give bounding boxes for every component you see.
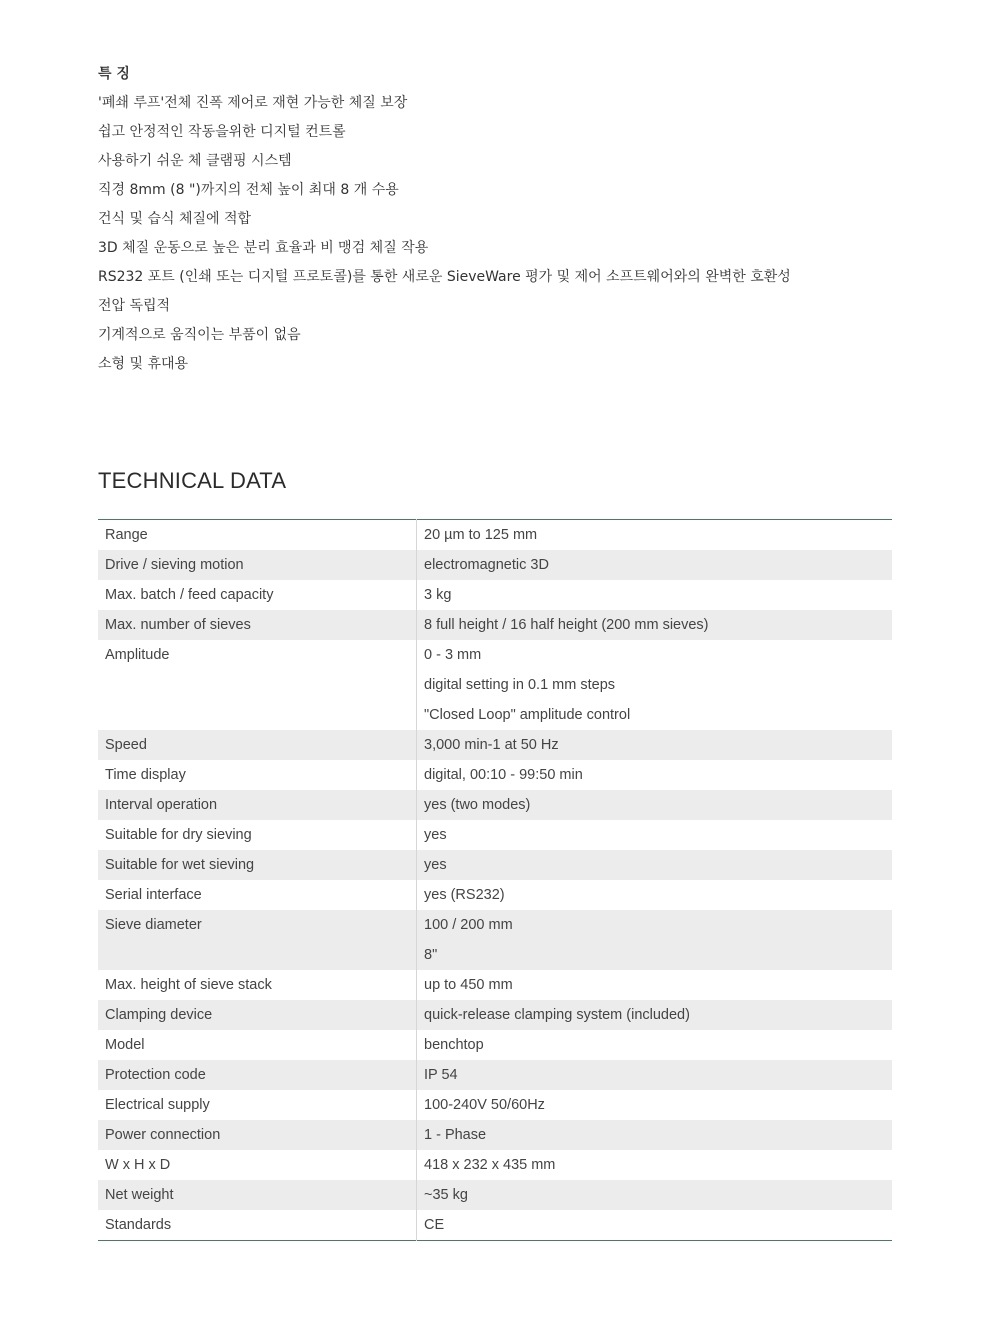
table-row [98, 1090, 892, 1120]
spec-value-line: ~35 kg [424, 1187, 468, 1203]
table-row [98, 640, 892, 730]
table-row [98, 820, 892, 850]
spec-value-line: yes (RS232) [424, 887, 505, 903]
spec-value-line: digital setting in 0.1 mm steps [424, 677, 616, 693]
spec-value [417, 1210, 893, 1241]
feature-item: 전압 독립적 [98, 298, 171, 314]
spec-value [417, 760, 893, 790]
spec-value [417, 820, 893, 850]
technical-data-table [98, 519, 892, 1241]
spec-value-line: electromagnetic 3D [424, 557, 549, 573]
spec-value-line: yes [424, 857, 447, 873]
spec-value [417, 970, 893, 1000]
spec-label: Drive / sieving motion [98, 550, 417, 580]
feature-item: RS232 포트 (인쇄 또는 디지털 프로토콜)를 통한 새로운 SieveWare 평가 및 제어 소프트웨어와의 완벽한 호환성 [98, 269, 791, 285]
spec-value-line: 418 x 232 x 435 mm [424, 1157, 556, 1173]
table-row [98, 1210, 892, 1241]
spec-value [417, 1030, 893, 1060]
spec-value-line: 3 kg [424, 587, 452, 603]
spec-value [417, 1180, 893, 1210]
spec-value-line: digital, 00:10 - 99:50 min [424, 767, 583, 783]
spec-value [417, 730, 893, 760]
table-row [98, 610, 892, 640]
spec-label: Model [98, 1030, 417, 1060]
spec-value-line: 8" [424, 947, 438, 963]
feature-item: 직경 8mm (8 ")까지의 전체 높이 최대 8 개 수용 [98, 182, 399, 198]
spec-value [417, 580, 893, 610]
table-row [98, 760, 892, 790]
spec-label: Suitable for dry sieving [98, 820, 417, 850]
spec-value-line: CE [424, 1217, 445, 1233]
table-row [98, 880, 892, 910]
spec-value-line: 0 - 3 mm [424, 647, 482, 663]
spec-value [417, 910, 893, 970]
spec-value-line: IP 54 [424, 1067, 458, 1083]
spec-label: Max. batch / feed capacity [98, 580, 417, 610]
spec-label: Standards [98, 1210, 417, 1241]
spec-value [417, 1090, 893, 1120]
table-row [98, 790, 892, 820]
spec-value-line: 100 / 200 mm [424, 917, 513, 933]
table-row [98, 910, 892, 970]
feature-item: 3D 체질 운동으로 높은 분리 효율과 비 맹검 체질 작용 [98, 240, 429, 256]
table-row [98, 1000, 892, 1030]
spec-value-line: yes (two modes) [424, 797, 531, 813]
spec-value-line: up to 450 mm [424, 977, 513, 993]
spec-value-line: quick-release clamping system (included) [424, 1007, 690, 1023]
spec-label: Suitable for wet sieving [98, 850, 417, 880]
spec-value [417, 550, 893, 580]
spec-value [417, 1000, 893, 1030]
spec-value [417, 790, 893, 820]
spec-value-line: yes [424, 827, 447, 843]
spec-value-line: 20 µm to 125 mm [424, 527, 538, 543]
feature-item: '폐쇄 루프'전체 진폭 제어로 재현 가능한 체질 보장 [98, 95, 408, 111]
feature-item: 소형 및 휴대용 [98, 356, 189, 372]
spec-value-line: 1 - Phase [424, 1127, 487, 1143]
spec-value [417, 640, 893, 730]
table-row [98, 550, 892, 580]
spec-value [417, 1120, 893, 1150]
spec-value [417, 610, 893, 640]
table-row [98, 1030, 892, 1060]
spec-label: Max. height of sieve stack [98, 970, 417, 1000]
spec-value-line: 3,000 min-1 at 50 Hz [424, 737, 559, 753]
feature-list [98, 89, 918, 379]
table-row [98, 1150, 892, 1180]
spec-label: Clamping device [98, 1000, 417, 1030]
spec-label: Range [98, 520, 417, 551]
spec-value-line: 100-240V 50/60Hz [424, 1097, 545, 1113]
feature-item: 사용하기 쉬운 체 클램핑 시스템 [98, 153, 292, 169]
spec-value-line: benchtop [424, 1037, 484, 1053]
spec-value [417, 850, 893, 880]
spec-label: Sieve diameter [98, 910, 417, 970]
table-row [98, 970, 892, 1000]
spec-value-line: 8 full height / 16 half height (200 mm sieves) [424, 617, 709, 633]
feature-item: 쉽고 안정적인 작동을위한 디지털 컨트롤 [98, 124, 346, 140]
spec-value [417, 1060, 893, 1090]
spec-label: Speed [98, 730, 417, 760]
spec-label: Interval operation [98, 790, 417, 820]
table-row [98, 520, 892, 551]
features-section [98, 60, 918, 379]
table-row [98, 1180, 892, 1210]
spec-label: Protection code [98, 1060, 417, 1090]
table-row [98, 850, 892, 880]
feature-item: 기계적으로 움직이는 부품이 없음 [98, 327, 301, 343]
spec-label: W x H x D [98, 1150, 417, 1180]
spec-value-line: "Closed Loop" amplitude control [424, 707, 631, 723]
technical-data-title: TECHNICAL DATA [98, 468, 287, 493]
spec-label: Serial interface [98, 880, 417, 910]
spec-value [417, 880, 893, 910]
spec-label: Max. number of sieves [98, 610, 417, 640]
spec-label: Power connection [98, 1120, 417, 1150]
spec-label: Time display [98, 760, 417, 790]
table-row [98, 580, 892, 610]
spec-value [417, 520, 893, 551]
spec-value [417, 1150, 893, 1180]
features-heading: 특 징 [98, 66, 130, 82]
spec-label: Electrical supply [98, 1090, 417, 1120]
table-row [98, 1120, 892, 1150]
feature-item: 건식 및 습식 체질에 적합 [98, 211, 252, 227]
spec-label: Amplitude [98, 640, 417, 730]
table-row [98, 1060, 892, 1090]
table-row [98, 730, 892, 760]
spec-label: Net weight [98, 1180, 417, 1210]
